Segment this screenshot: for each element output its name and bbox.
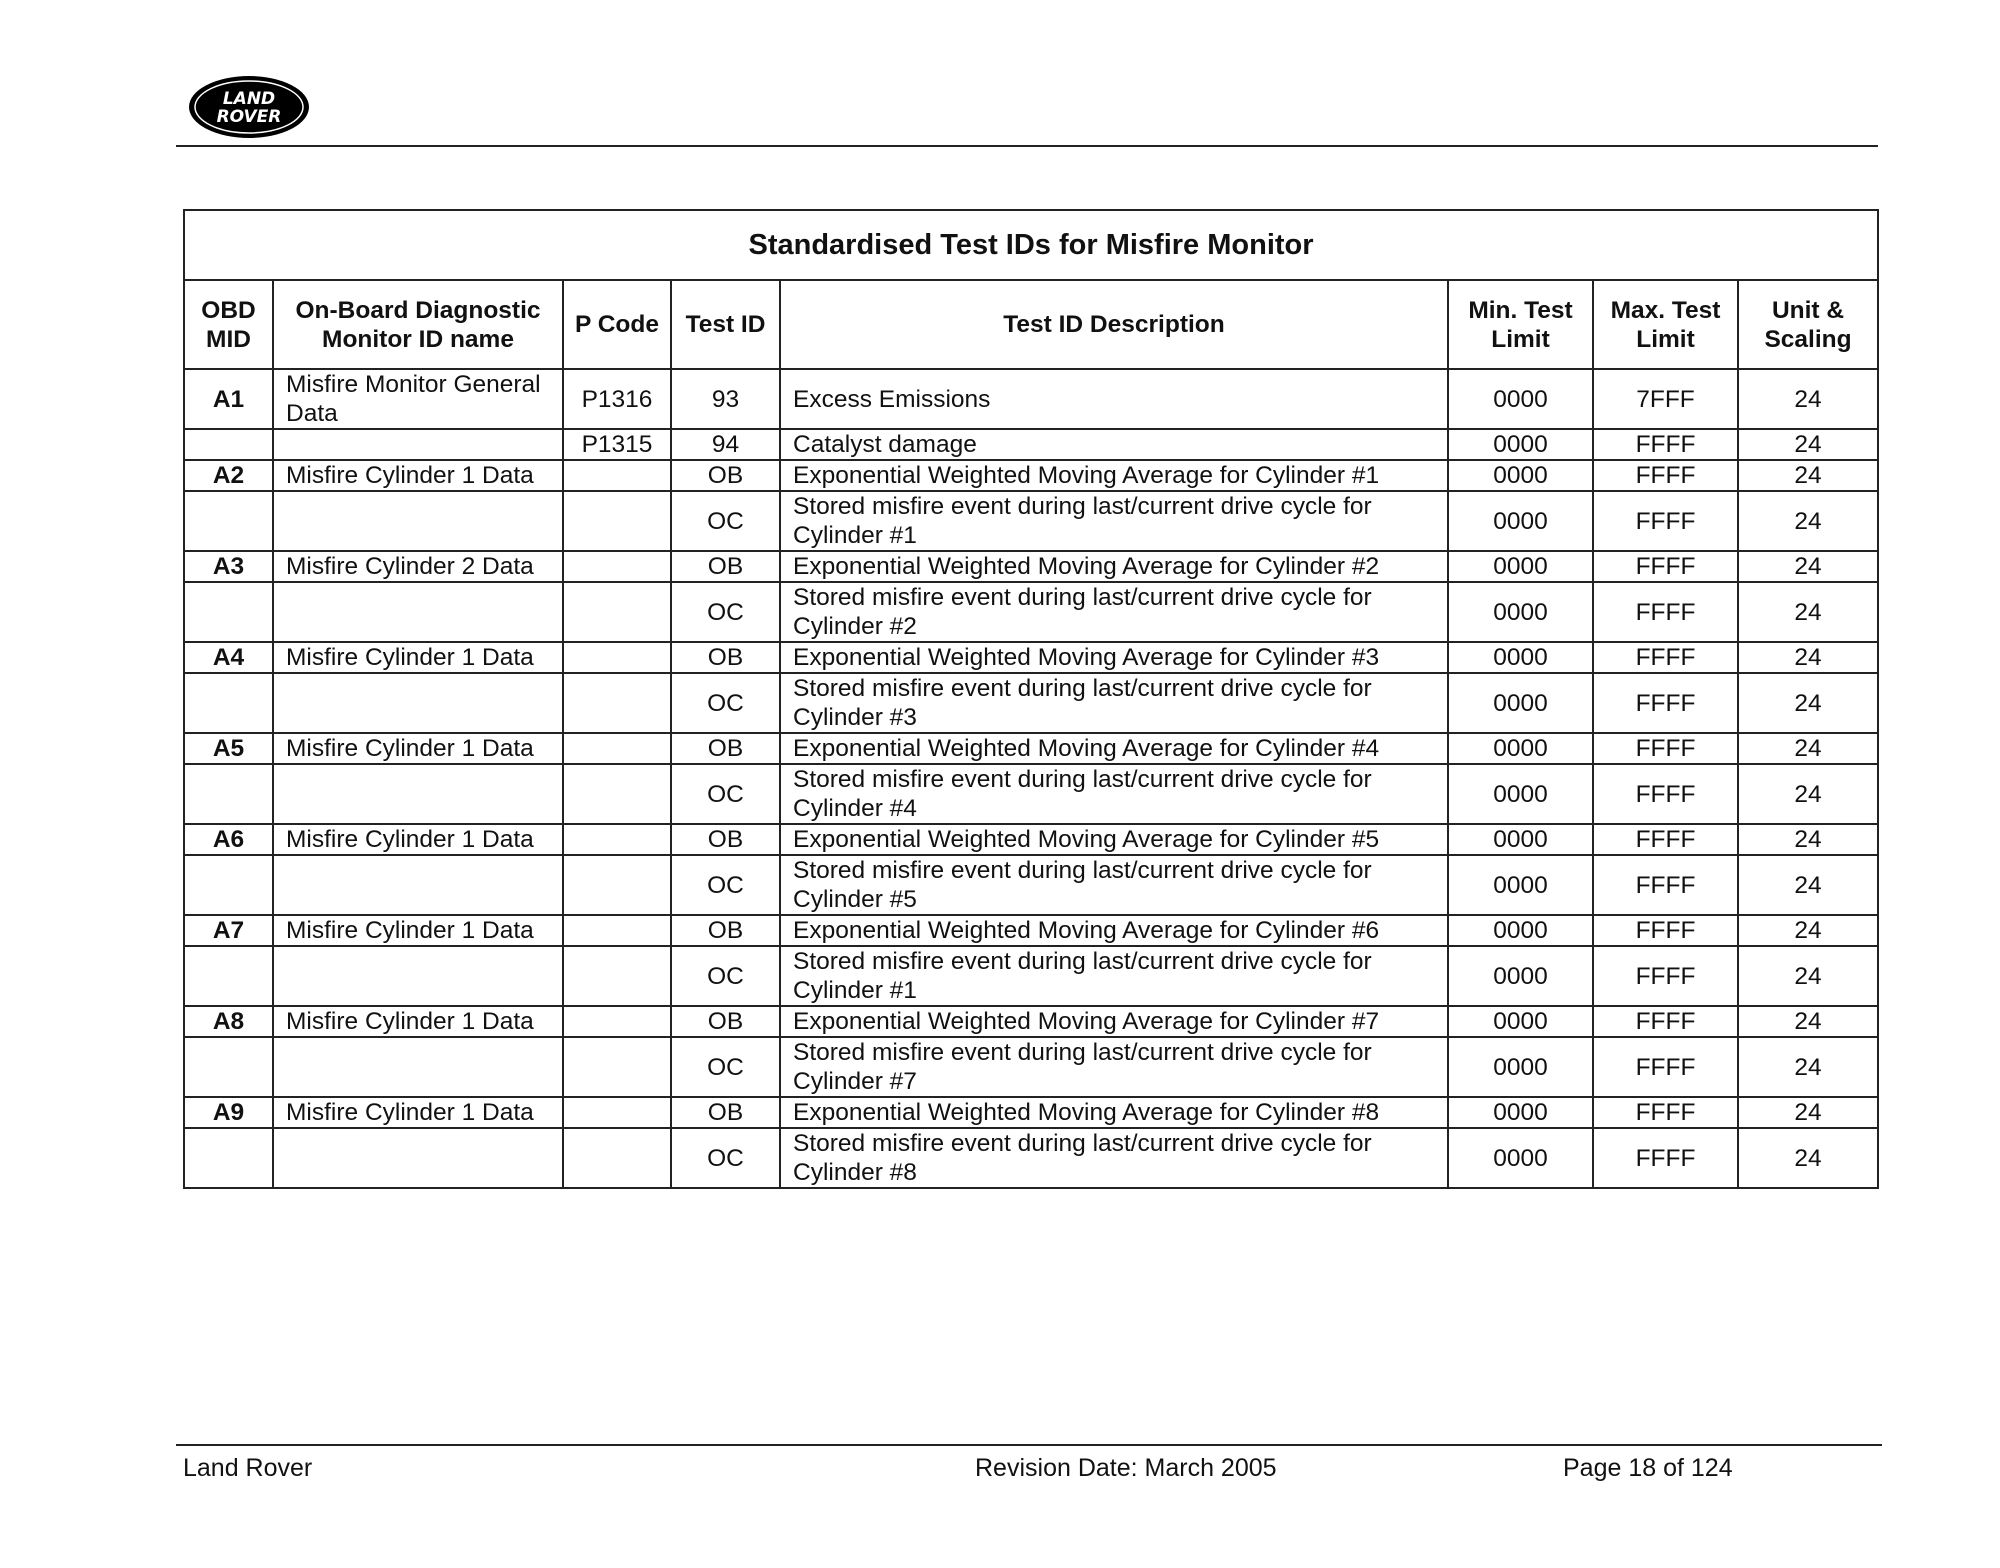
cell-mid xyxy=(184,946,273,1006)
cell-monitor-name xyxy=(273,855,563,915)
cell-min-limit: 0000 xyxy=(1448,642,1593,673)
footer-rule xyxy=(176,1444,1882,1446)
cell-mid xyxy=(184,582,273,642)
cell-test-id: OB xyxy=(671,460,780,491)
cell-monitor-name xyxy=(273,491,563,551)
cell-max-limit: FFFF xyxy=(1593,946,1738,1006)
cell-monitor-name xyxy=(273,673,563,733)
cell-min-limit: 0000 xyxy=(1448,460,1593,491)
cell-unit-scaling: 24 xyxy=(1738,915,1878,946)
cell-unit-scaling: 24 xyxy=(1738,429,1878,460)
cell-test-id: OC xyxy=(671,1128,780,1188)
cell-description: Exponential Weighted Moving Average for Cylinder #3 xyxy=(780,642,1448,673)
cell-mid xyxy=(184,764,273,824)
cell-max-limit: FFFF xyxy=(1593,460,1738,491)
cell-monitor-name: Misfire Cylinder 1 Data xyxy=(273,1097,563,1128)
cell-max-limit: FFFF xyxy=(1593,1037,1738,1097)
table-row xyxy=(184,582,1878,642)
table-row xyxy=(184,824,1878,855)
cell-mid: A6 xyxy=(184,824,273,855)
cell-mid: A4 xyxy=(184,642,273,673)
cell-min-limit: 0000 xyxy=(1448,855,1593,915)
cell-min-limit: 0000 xyxy=(1448,1097,1593,1128)
cell-unit-scaling: 24 xyxy=(1738,855,1878,915)
col-header-description: Test ID Description xyxy=(780,280,1448,369)
cell-max-limit: FFFF xyxy=(1593,1097,1738,1128)
cell-monitor-name: Misfire Cylinder 1 Data xyxy=(273,642,563,673)
cell-test-id: OB xyxy=(671,915,780,946)
header-rule xyxy=(176,145,1878,147)
cell-test-id: OC xyxy=(671,764,780,824)
cell-test-id: OB xyxy=(671,824,780,855)
cell-p-code xyxy=(563,855,671,915)
cell-description: Excess Emissions xyxy=(780,369,1448,429)
table-row xyxy=(184,1037,1878,1097)
cell-mid xyxy=(184,855,273,915)
cell-p-code xyxy=(563,733,671,764)
cell-mid xyxy=(184,1128,273,1188)
cell-test-id: 93 xyxy=(671,369,780,429)
cell-description: Stored misfire event during last/current drive cycle for Cylinder #1 xyxy=(780,946,1448,1006)
cell-description: Exponential Weighted Moving Average for Cylinder #7 xyxy=(780,1006,1448,1037)
cell-description: Stored misfire event during last/current drive cycle for Cylinder #8 xyxy=(780,1128,1448,1188)
cell-unit-scaling: 24 xyxy=(1738,551,1878,582)
table-row xyxy=(184,551,1878,582)
cell-p-code xyxy=(563,946,671,1006)
cell-monitor-name xyxy=(273,764,563,824)
cell-unit-scaling: 24 xyxy=(1738,369,1878,429)
cell-description: Exponential Weighted Moving Average for Cylinder #8 xyxy=(780,1097,1448,1128)
table-row xyxy=(184,946,1878,1006)
cell-test-id: OB xyxy=(671,642,780,673)
cell-monitor-name: Misfire Cylinder 1 Data xyxy=(273,915,563,946)
cell-monitor-name: Misfire Cylinder 2 Data xyxy=(273,551,563,582)
cell-mid: A8 xyxy=(184,1006,273,1037)
cell-monitor-name: Misfire Cylinder 1 Data xyxy=(273,460,563,491)
cell-test-id: OC xyxy=(671,1037,780,1097)
cell-min-limit: 0000 xyxy=(1448,1006,1593,1037)
cell-mid xyxy=(184,429,273,460)
col-header-unit-scaling: Unit & Scaling xyxy=(1738,280,1878,369)
cell-min-limit: 0000 xyxy=(1448,915,1593,946)
cell-description: Stored misfire event during last/current drive cycle for Cylinder #3 xyxy=(780,673,1448,733)
cell-description: Catalyst damage xyxy=(780,429,1448,460)
table-row xyxy=(184,642,1878,673)
cell-mid: A9 xyxy=(184,1097,273,1128)
logo-text-rover: ROVER xyxy=(216,107,282,127)
cell-max-limit: FFFF xyxy=(1593,673,1738,733)
cell-max-limit: FFFF xyxy=(1593,491,1738,551)
cell-unit-scaling: 24 xyxy=(1738,733,1878,764)
cell-test-id: OC xyxy=(671,855,780,915)
cell-max-limit: FFFF xyxy=(1593,915,1738,946)
cell-max-limit: FFFF xyxy=(1593,429,1738,460)
cell-test-id: OB xyxy=(671,551,780,582)
cell-monitor-name xyxy=(273,429,563,460)
cell-monitor-name: Misfire Cylinder 1 Data xyxy=(273,733,563,764)
cell-p-code xyxy=(563,642,671,673)
cell-p-code xyxy=(563,915,671,946)
cell-p-code xyxy=(563,824,671,855)
cell-unit-scaling: 24 xyxy=(1738,1006,1878,1037)
cell-test-id: OB xyxy=(671,1006,780,1037)
table-row xyxy=(184,915,1878,946)
cell-unit-scaling: 24 xyxy=(1738,1037,1878,1097)
cell-min-limit: 0000 xyxy=(1448,551,1593,582)
cell-description: Stored misfire event during last/current drive cycle for Cylinder #4 xyxy=(780,764,1448,824)
cell-test-id: OB xyxy=(671,1097,780,1128)
cell-min-limit: 0000 xyxy=(1448,1128,1593,1188)
cell-p-code xyxy=(563,460,671,491)
cell-max-limit: FFFF xyxy=(1593,855,1738,915)
col-header-monitor-name: On-Board Diagnostic Monitor ID name xyxy=(273,280,563,369)
cell-p-code xyxy=(563,582,671,642)
footer-page-number: Page 18 of 124 xyxy=(1563,1454,1733,1482)
cell-unit-scaling: 24 xyxy=(1738,491,1878,551)
cell-p-code xyxy=(563,673,671,733)
cell-unit-scaling: 24 xyxy=(1738,1128,1878,1188)
land-rover-logo xyxy=(185,72,313,142)
col-header-obd-mid: OBD MID xyxy=(184,280,273,369)
cell-min-limit: 0000 xyxy=(1448,1037,1593,1097)
cell-max-limit: 7FFF xyxy=(1593,369,1738,429)
cell-p-code: P1315 xyxy=(563,429,671,460)
cell-description: Exponential Weighted Moving Average for Cylinder #1 xyxy=(780,460,1448,491)
footer-revision-date: Revision Date: March 2005 xyxy=(975,1454,1277,1482)
table-row xyxy=(184,764,1878,824)
cell-monitor-name xyxy=(273,946,563,1006)
cell-unit-scaling: 24 xyxy=(1738,1097,1878,1128)
cell-test-id: OC xyxy=(671,673,780,733)
cell-max-limit: FFFF xyxy=(1593,733,1738,764)
cell-test-id: 94 xyxy=(671,429,780,460)
cell-max-limit: FFFF xyxy=(1593,1006,1738,1037)
cell-min-limit: 0000 xyxy=(1448,491,1593,551)
cell-p-code xyxy=(563,551,671,582)
cell-min-limit: 0000 xyxy=(1448,946,1593,1006)
table-row xyxy=(184,1006,1878,1037)
cell-unit-scaling: 24 xyxy=(1738,764,1878,824)
cell-min-limit: 0000 xyxy=(1448,673,1593,733)
table-row xyxy=(184,1097,1878,1128)
cell-description: Exponential Weighted Moving Average for Cylinder #4 xyxy=(780,733,1448,764)
table-row xyxy=(184,429,1878,460)
cell-max-limit: FFFF xyxy=(1593,764,1738,824)
cell-max-limit: FFFF xyxy=(1593,1128,1738,1188)
table-row xyxy=(184,369,1878,429)
col-header-max-limit: Max. Test Limit xyxy=(1593,280,1738,369)
cell-description: Stored misfire event during last/current drive cycle for Cylinder #7 xyxy=(780,1037,1448,1097)
cell-p-code xyxy=(563,491,671,551)
cell-mid: A1 xyxy=(184,369,273,429)
cell-max-limit: FFFF xyxy=(1593,551,1738,582)
table-row xyxy=(184,491,1878,551)
cell-max-limit: FFFF xyxy=(1593,582,1738,642)
cell-unit-scaling: 24 xyxy=(1738,582,1878,642)
cell-description: Exponential Weighted Moving Average for Cylinder #5 xyxy=(780,824,1448,855)
cell-test-id: OC xyxy=(671,582,780,642)
cell-max-limit: FFFF xyxy=(1593,824,1738,855)
cell-min-limit: 0000 xyxy=(1448,582,1593,642)
cell-p-code: P1316 xyxy=(563,369,671,429)
cell-description: Stored misfire event during last/current drive cycle for Cylinder #1 xyxy=(780,491,1448,551)
cell-description: Exponential Weighted Moving Average for Cylinder #6 xyxy=(780,915,1448,946)
table-row xyxy=(184,733,1878,764)
cell-p-code xyxy=(563,1128,671,1188)
cell-p-code xyxy=(563,764,671,824)
cell-max-limit: FFFF xyxy=(1593,642,1738,673)
footer-company: Land Rover xyxy=(183,1454,313,1482)
cell-unit-scaling: 24 xyxy=(1738,946,1878,1006)
table-row xyxy=(184,1128,1878,1188)
cell-mid: A3 xyxy=(184,551,273,582)
cell-test-id: OC xyxy=(671,946,780,1006)
col-header-test-id: Test ID xyxy=(671,280,780,369)
cell-p-code xyxy=(563,1006,671,1037)
cell-unit-scaling: 24 xyxy=(1738,673,1878,733)
table-row xyxy=(184,855,1878,915)
cell-min-limit: 0000 xyxy=(1448,369,1593,429)
cell-description: Stored misfire event during last/current drive cycle for Cylinder #2 xyxy=(780,582,1448,642)
cell-unit-scaling: 24 xyxy=(1738,642,1878,673)
table-title: Standardised Test IDs for Misfire Monitor xyxy=(184,210,1878,280)
table-row xyxy=(184,460,1878,491)
cell-min-limit: 0000 xyxy=(1448,764,1593,824)
cell-unit-scaling: 24 xyxy=(1738,824,1878,855)
misfire-test-id-table xyxy=(183,209,1879,1189)
cell-test-id: OC xyxy=(671,491,780,551)
cell-mid xyxy=(184,673,273,733)
cell-p-code xyxy=(563,1097,671,1128)
cell-min-limit: 0000 xyxy=(1448,429,1593,460)
cell-description: Stored misfire event during last/current drive cycle for Cylinder #5 xyxy=(780,855,1448,915)
cell-mid: A5 xyxy=(184,733,273,764)
cell-mid: A7 xyxy=(184,915,273,946)
cell-test-id: OB xyxy=(671,733,780,764)
cell-min-limit: 0000 xyxy=(1448,824,1593,855)
cell-p-code xyxy=(563,1037,671,1097)
logo-text-land: LAND xyxy=(222,89,276,109)
cell-mid: A2 xyxy=(184,460,273,491)
cell-monitor-name: Misfire Cylinder 1 Data xyxy=(273,1006,563,1037)
col-header-min-limit: Min. Test Limit xyxy=(1448,280,1593,369)
cell-monitor-name xyxy=(273,582,563,642)
cell-monitor-name: Misfire Cylinder 1 Data xyxy=(273,824,563,855)
cell-min-limit: 0000 xyxy=(1448,733,1593,764)
cell-monitor-name xyxy=(273,1128,563,1188)
table-row xyxy=(184,673,1878,733)
cell-description: Exponential Weighted Moving Average for Cylinder #2 xyxy=(780,551,1448,582)
cell-monitor-name: Misfire Monitor General Data xyxy=(273,369,563,429)
cell-monitor-name xyxy=(273,1037,563,1097)
cell-mid xyxy=(184,1037,273,1097)
cell-mid xyxy=(184,491,273,551)
cell-unit-scaling: 24 xyxy=(1738,460,1878,491)
col-header-p-code: P Code xyxy=(563,280,671,369)
